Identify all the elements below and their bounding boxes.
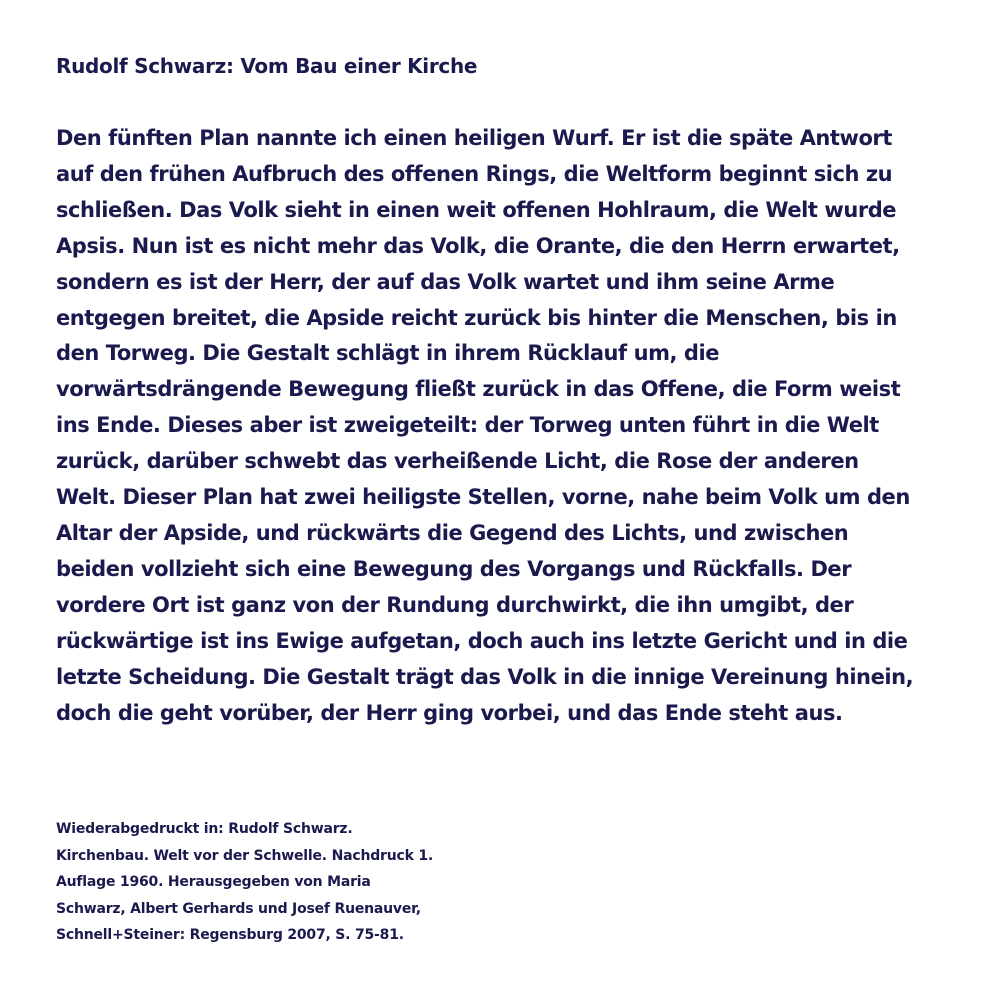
body-line: auf den frühen Aufbruch des offenen Rings, die Weltform beginnt sich zu xyxy=(56,161,893,186)
citation-line: Schwarz, Albert Gerhards und Josef Ruenauver, xyxy=(56,900,421,917)
citation-line: Kirchenbau. Welt vor der Schwelle. Nachdruck 1. xyxy=(56,847,434,864)
body-line: schließen. Das Volk sieht in einen weit offenen Hohlraum, die Welt wurde xyxy=(56,197,897,222)
body-line: Apsis. Nun ist es nicht mehr das Volk, die Orante, die den Herrn erwartet, xyxy=(56,233,900,258)
body-paragraph xyxy=(56,121,956,731)
body-line: Den fünften Plan nannte ich einen heiligen Wurf. Er ist die späte Antwort xyxy=(56,126,892,150)
body-line: zurück, darüber schwebt das verheißende Licht, die Rose der anderen xyxy=(56,449,859,474)
citation-line: Schnell+Steiner: Regensburg 2007, S. 75-81. xyxy=(56,927,404,943)
body-line: vordere Ort ist ganz von der Rundung durchwirkt, die ihn umgibt, der xyxy=(56,592,854,617)
body-line: sondern es ist der Herr, der auf das Volk wartet und ihm seine Arme xyxy=(56,269,835,294)
document-title: Rudolf Schwarz: Vom Bau einer Kirche xyxy=(56,54,478,78)
source-citation xyxy=(56,816,476,949)
body-line: beiden vollzieht sich eine Bewegung des Vorgangs und Rückfalls. Der xyxy=(56,556,852,581)
body-line: entgegen breitet, die Apside reicht zurück bis hinter die Menschen, bis in xyxy=(56,305,897,330)
body-line: vorwärtsdrängende Bewegung fließt zurück in das Offene, die Form weist xyxy=(56,377,901,402)
body-line: Altar der Apside, und rückwärts die Gegend des Lichts, und zwischen xyxy=(56,520,849,545)
body-line: den Torweg. Die Gestalt schlägt in ihrem Rücklauf um, die xyxy=(56,341,720,366)
citation-line: Wiederabgedruckt in: Rudolf Schwarz. xyxy=(56,821,353,837)
body-line: ins Ende. Dieses aber ist zweigeteilt: der Torweg unten führt in die Welt xyxy=(56,413,879,438)
body-line: letzte Scheidung. Die Gestalt trägt das Volk in die innige Vereinung hinein, xyxy=(56,664,914,689)
body-line: doch die geht vorüber, der Herr ging vorbei, und das Ende steht aus. xyxy=(56,700,843,725)
body-line: Welt. Dieser Plan hat zwei heiligste Stellen, vorne, nahe beim Volk um den xyxy=(56,485,910,510)
citation-line: Auflage 1960. Herausgegeben von Maria xyxy=(56,874,371,890)
body-line: rückwärtige ist ins Ewige aufgetan, doch auch ins letzte Gericht und in die xyxy=(56,628,908,653)
